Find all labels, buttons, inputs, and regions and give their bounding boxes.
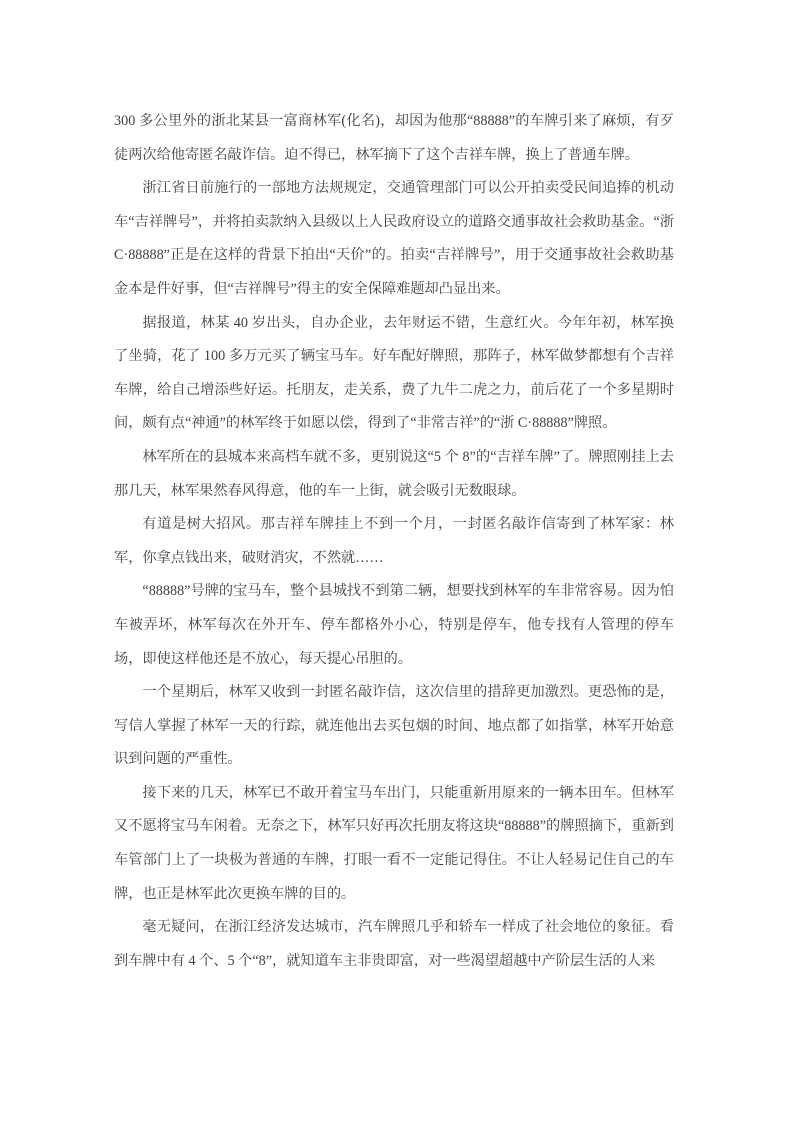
paragraph: “88888”号牌的宝马车，整个县城找不到第二辆，想要找到林军的车非常容易。因为怕车被弄坏，林军每次在外开车、停车都格外小心，特别是停车，他专找有人管理的停车场，即使这样他还是不放心，每天提心吊胆的。 bbox=[114, 583, 674, 667]
paragraph: 林军所在的县城本来高档车就不多，更别说这“5 个 8”的“吉祥车牌”了。牌照刚挂上去那几天，林军果然春风得意，他的车一上街，就会吸引无数眼球。 bbox=[114, 448, 674, 499]
text-body bbox=[114, 105, 674, 978]
paragraph: 一个星期后，林军又收到一封匿名敲诈信，这次信里的措辞更加激烈。更恐怖的是，写信人掌握了林军一天的行踪，就连他出去买包烟的时间、地点都了如指掌，林军开始意识到问题的严重性。 bbox=[114, 684, 674, 768]
paragraph: 300 多公里外的浙北某县一富商林军(化名)，却因为他那“88888”的车牌引来了麻烦，有歹徒两次给他寄匿名敲诈信。迫不得已，林军摘下了这个吉祥车牌，换上了普通车牌。 bbox=[114, 113, 674, 163]
paragraph: 接下来的几天，林军已不敢开着宝马车出门，只能重新用原来的一辆本田车。但林军又不愿将宝马车闲着。无奈之下，林军只好再次托朋友将这块“88888”的牌照摘下，重新到车管部门上了一块极为普通的车牌，打眼一看不一定能记得住。不让人轻易记住自己的车牌，也正是林军此次更换车牌的目的。 bbox=[114, 784, 674, 902]
paragraph: 据报道，林某 40 岁出头，自办企业，去年财运不错，生意红火。今年年初，林军换了坐骑，花了 100 多万元买了辆宝马车。好车配好牌照，那阵子，林军做梦都想有个吉祥车牌，给自己增添些好运。托朋友，走关系，费了九牛二虎之力，前后花了一个多星期时间，颇有点“神通”的林军终于如愿以偿，得到了“非常吉祥”的“浙 C·88888”牌照。 bbox=[114, 314, 674, 432]
paragraph: 毫无疑问，在浙江经济发达城市，汽车牌照几乎和轿车一样成了社会地位的象征。看到车牌中有 4 个、5 个“8”，就知道车主非贵即富，对一些渴望超越中产阶层生活的人来 bbox=[114, 919, 674, 969]
paragraph: 有道是树大招风。那吉祥车牌挂上不到一个月，一封匿名敲诈信寄到了林军家：林军，你拿点钱出来，破财消灾，不然就…… bbox=[114, 516, 674, 566]
paragraph: 浙江省日前施行的一部地方法规规定，交通管理部门可以公开拍卖受民间追捧的机动车“吉祥牌号”，并将拍卖款纳入县级以上人民政府设立的道路交通事故社会救助基金。“浙 C·88888”正是在这样的背景下拍出“天价”的。拍卖“吉祥牌号”，用于交通事故社会救助基金本是件好事，但“吉祥牌号”得主的安全保障难题却凸显出来。 bbox=[114, 180, 674, 297]
